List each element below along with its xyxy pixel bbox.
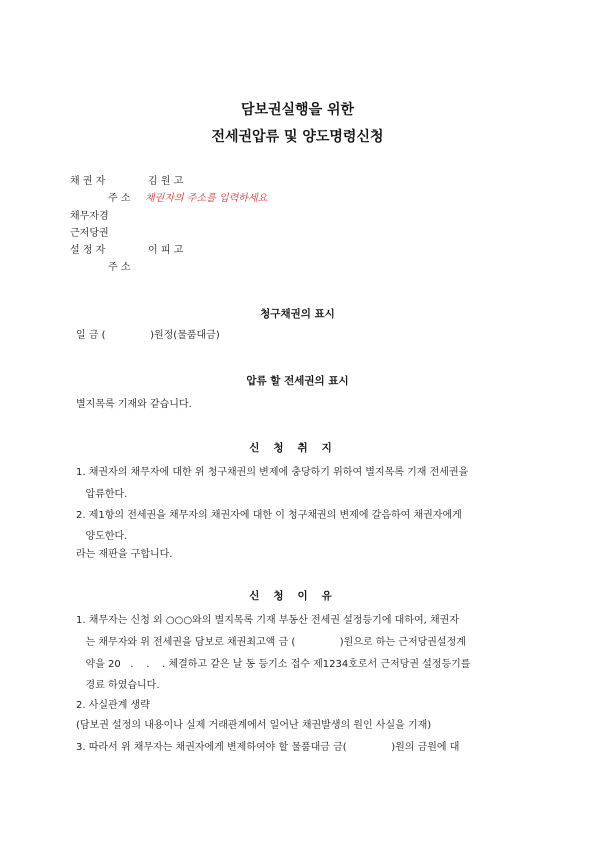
purpose-line: 양도한다.	[76, 531, 128, 542]
creditor-address-input[interactable]: 채권자의 주소를 입력하세요	[145, 193, 268, 204]
document-title-line1: 담보권실행을 위한	[240, 102, 355, 118]
creditor-label: 채 권 자	[70, 176, 106, 187]
reason-line: 3. 따라서 위 채무자는 채권자에게 변제하여야 할 물품대금 금( )원의 금원에 대	[76, 742, 460, 753]
claim-amount-text: 일 금 ( )원정(물품대금)	[76, 330, 220, 341]
purpose-line: 1. 채권자의 채무자에 대한 위 청구채권의 변제에 충당하기 위하여 별지목록 기재 전세권을	[76, 467, 469, 478]
reason-line: (담보권 설정의 내용이나 실제 거래관계에서 일어난 채권발생의 원인 사실을 기재)	[76, 720, 432, 731]
purpose-heading: 신청취지	[249, 442, 346, 454]
reason-line: 1. 채무자는 신청 외 ○○○와의 별지목록 기재 부동산 전세권 설정등기에 대하여, 채권자	[76, 615, 459, 626]
reason-line: 약을 20 . . . 체결하고 같은 날 동 등기소 접수 제1234호로서 근저당권 설정등기를	[76, 659, 471, 670]
reason-line: 경료 하였습니다.	[76, 680, 160, 691]
reason-line: 2. 사실관계 생략	[76, 700, 150, 711]
reason-line: 는 채무자와 위 전세권을 담보로 채권최고액 금 ( )원으로 하는 근저당권설정계	[76, 637, 466, 648]
setter-address-label: 주 소	[108, 262, 131, 273]
document-title-line2: 전세권압류 및 양도명령신청	[211, 129, 384, 145]
mortgagor-label: 근저당권	[70, 228, 109, 239]
setter-name: 이 피 고	[148, 245, 184, 256]
creditor-address-label: 주 소	[108, 193, 131, 204]
purpose-line: 압류한다.	[76, 489, 128, 500]
purpose-line: 2. 제1항의 전세권을 채무자의 채권자에 대한 이 청구채권의 변제에 갈음하여 채권자에게	[76, 510, 462, 521]
claim-heading: 청구채권의 표시	[260, 308, 335, 320]
seized-right-heading: 압류 할 전세권의 표시	[246, 375, 349, 387]
setter-label: 설 정 자	[70, 245, 106, 256]
seized-right-text: 별지목록 기재와 같습니다.	[76, 399, 192, 410]
purpose-line: 라는 재판을 구합니다.	[76, 549, 173, 560]
reason-heading: 신청이유	[249, 590, 346, 602]
creditor-name: 김 원 고	[148, 176, 184, 187]
debtor-label: 채무자겸	[70, 211, 109, 222]
